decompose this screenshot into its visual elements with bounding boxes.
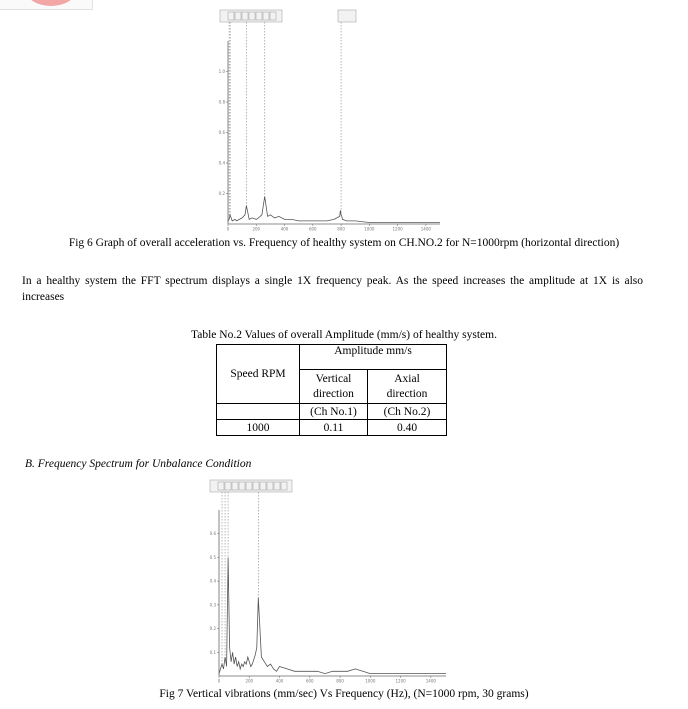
fig6-cursor-lines [229,22,341,219]
speed-value: 1000 [217,420,300,436]
fig7-x-tick-label: 200 [245,678,254,684]
fig6-y-tick-label: 0.4 [218,160,225,166]
vertical-value: 0.11 [300,420,368,436]
amplitude-header: Amplitude mm/s [300,345,447,370]
axial-header-line1: Axial [394,372,420,385]
fig6-x-tick-label: 200 [252,226,261,232]
fig7-spectrum-line [219,557,446,673]
fig7-x-tick-label: 1200 [395,678,406,684]
table-caption: Table No.2 Values of overall Amplitude (mm/s) of healthy system. [191,329,497,341]
fig7-x-tick-label: 1000 [365,678,376,684]
fig6-y-tick-label: 1.0 [218,69,225,74]
fig6-x-tick-label: 600 [308,226,317,232]
fig7-x-tick-label: 600 [305,678,314,684]
fig7-x-tick-label: 0 [217,678,221,684]
speed-header: Speed RPM [217,345,300,404]
fig6-toolbar-strip [220,10,356,22]
axial-direction-header [368,370,447,404]
speed-header-spacer [217,404,300,420]
fig6-y-ticks [219,69,228,196]
fig6-caption: Fig 6 Graph of overall acceleration vs. Frequency of healthy system on CH.NO.2 for N=1000rpm (horizontal direction) [68,237,620,249]
fig7-caption: Fig 7 Vertical vibrations (mm/sec) Vs Frequency (Hz), (N=1000 rpm, 30 grams) [159,688,529,700]
fig7-y-tick-label: 0.2 [209,626,216,632]
fig6-x-tick-label: 800 [337,226,345,232]
table-row [217,420,447,436]
fig6-x-ticks [227,224,432,232]
fig7-x-ticks [218,676,437,684]
fig7-x-tick-label: 1400 [425,678,436,684]
fig6-x-tick-label: 1200 [392,226,403,232]
section-heading: B. Frequency Spectrum for Unbalance Condition [25,458,252,470]
fig6-spectrum-chart [216,6,456,234]
fig7-toolbar-strip [210,480,292,492]
vertical-direction-header [300,370,368,404]
logo-fragment [0,0,93,10]
fig7-spectrum-chart [206,478,456,688]
logo-shape [27,0,75,6]
fig7-y-tick-label: 0.3 [209,602,216,608]
fig6-spectrum-line [228,197,440,223]
vertical-channel-label: (Ch No.1) [300,404,368,420]
fig7-y-ticks [210,531,219,655]
amplitude-table [216,344,447,436]
fig7-y-tick-label: 0.1 [209,649,216,655]
fig7-x-tick-label: 800 [336,678,344,684]
fig6-axes [228,41,440,224]
vertical-header-line1: Vertical [315,372,352,385]
fig6-x-tick-label: 0 [226,226,230,232]
vertical-header-line2: direction [313,387,354,400]
fig6-x-tick-label: 1000 [364,226,375,232]
fig7-y-tick-label: 0.5 [209,554,216,560]
body-paragraph: In a healthy system the FFT spectrum displays a single 1X frequency peak. As the speed increases the amplitude at 1X is also increases [22,275,643,303]
fig6-y-tick-label: 0.2 [218,191,225,196]
fig6-y-tick-label: 0.8 [218,99,225,105]
fig6-x-tick-label: 1400 [420,226,431,232]
fig7-axes [219,510,446,676]
fig7-x-tick-label: 400 [275,678,284,684]
fig7-y-tick-label: 0.4 [209,578,216,584]
fig6-marker-label-box [338,10,356,22]
axial-header-line2: direction [386,387,428,400]
axial-value: 0.40 [368,420,447,436]
fig6-x-tick-label: 400 [280,226,289,232]
fig6-y-tick-label: 0.6 [218,130,225,135]
fig7-y-tick-label: 0.6 [209,531,216,537]
axial-channel-label: (Ch No.2) [368,404,447,420]
